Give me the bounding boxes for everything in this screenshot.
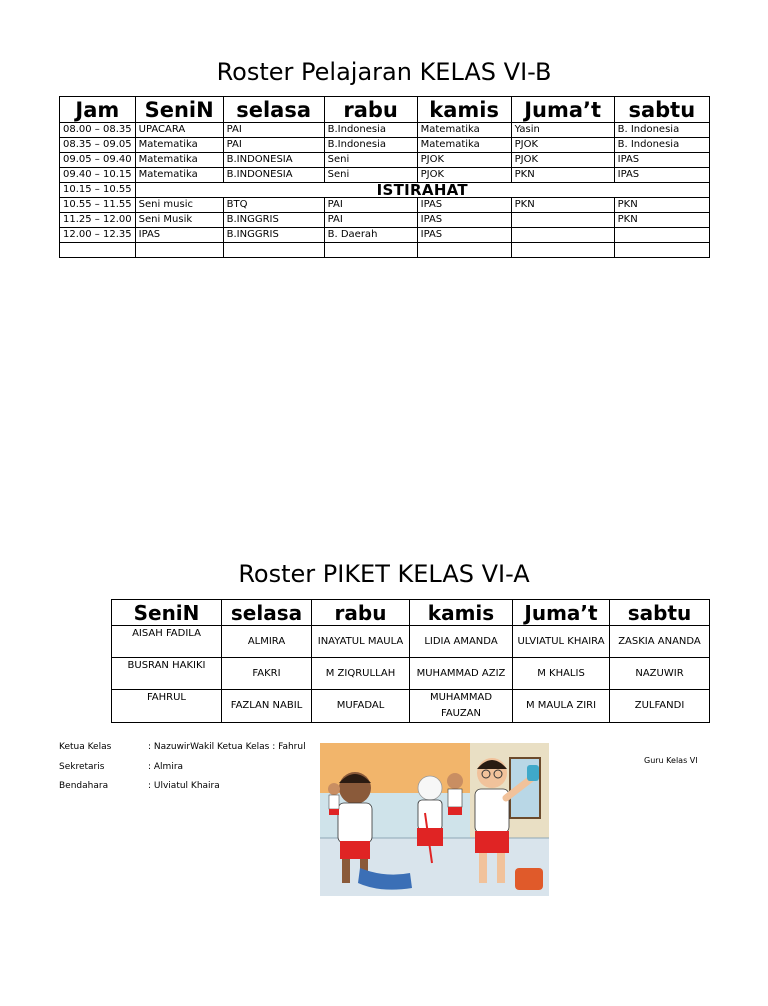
cell: 09.40 – 10.15 — [60, 168, 136, 183]
cell: PJOK — [511, 153, 614, 168]
cell: PJOK — [417, 168, 511, 183]
children-cleaning-illustration — [320, 743, 549, 896]
header-kamis: kamis — [410, 600, 513, 626]
cell: IPAS — [614, 153, 709, 168]
table-row — [60, 198, 710, 213]
cell: B.Indonesia — [324, 138, 417, 153]
duty-schedule-table — [111, 599, 710, 723]
cell: IPAS — [135, 228, 223, 243]
table-row — [60, 243, 710, 258]
cell: B.INGGRIS — [223, 213, 324, 228]
cell: PKN — [511, 168, 614, 183]
roster-title: Roster Pelajaran KELAS VI-B — [216, 58, 552, 86]
cell — [511, 243, 614, 258]
table-row — [60, 138, 710, 153]
lesson-schedule-table — [59, 96, 710, 258]
cell — [324, 243, 417, 258]
table-row — [60, 123, 710, 138]
cell: 09.05 – 09.40 — [60, 153, 136, 168]
header-senin: SeniN — [112, 600, 222, 626]
cell: MUHAMMAD AZIZ — [410, 658, 513, 690]
header-selasa: selasa — [222, 600, 312, 626]
table-row — [60, 228, 710, 243]
sekretaris-value: : Almira — [148, 762, 184, 772]
cell — [614, 243, 709, 258]
cell: Seni — [324, 153, 417, 168]
cell: Matematika — [135, 138, 223, 153]
cell: PAI — [223, 138, 324, 153]
table-row — [60, 153, 710, 168]
break-row — [60, 183, 710, 198]
cell: Matematika — [135, 168, 223, 183]
header-rabu: rabu — [312, 600, 410, 626]
cell: LIDIA AMANDA — [410, 626, 513, 658]
cell: 08.35 – 09.05 — [60, 138, 136, 153]
break-label: ISTIRAHAT — [135, 183, 709, 198]
cell: FAHRUL — [112, 690, 222, 723]
cell: PAI — [324, 198, 417, 213]
cell: 10.55 – 11.55 — [60, 198, 136, 213]
header-senin: SeniN — [135, 97, 223, 123]
table-row — [60, 213, 710, 228]
cell: PKN — [511, 198, 614, 213]
table-row — [112, 626, 710, 658]
guru-kelas-label: Guru Kelas VI — [644, 756, 698, 765]
cell: FAKRI — [222, 658, 312, 690]
cell: IPAS — [417, 228, 511, 243]
cell: M MAULA ZIRI — [513, 690, 610, 723]
cell: ULVIATUL KHAIRA — [513, 626, 610, 658]
cell — [135, 243, 223, 258]
ketua-value: : NazuwirWakil Ketua Kelas : Fahrul — [148, 742, 306, 752]
header-sabtu: sabtu — [614, 97, 709, 123]
table-row — [112, 690, 710, 723]
header-kamis: kamis — [417, 97, 511, 123]
bendahara-value: : Ulviatul Khaira — [148, 781, 220, 791]
cell: PKN — [614, 213, 709, 228]
cell: PAI — [324, 213, 417, 228]
cell: Seni music — [135, 198, 223, 213]
cell: MUFADAL — [312, 690, 410, 723]
cell: Matematika — [417, 138, 511, 153]
cell: IPAS — [417, 198, 511, 213]
cell: Matematika — [417, 123, 511, 138]
piket-title: Roster PIKET KELAS VI-A — [238, 560, 530, 588]
cell: Seni — [324, 168, 417, 183]
cell: 11.25 – 12.00 — [60, 213, 136, 228]
cell: B.INGGRIS — [223, 228, 324, 243]
cell: MUHAMMAD FAUZAN — [410, 690, 513, 723]
cell: 08.00 – 08.35 — [60, 123, 136, 138]
cell: PJOK — [417, 153, 511, 168]
table-header-row — [60, 97, 710, 123]
table-row — [112, 658, 710, 690]
cell: Yasin — [511, 123, 614, 138]
cell: AISAH FADILA — [112, 626, 222, 658]
header-rabu: rabu — [324, 97, 417, 123]
cell — [60, 243, 136, 258]
cell: 12.00 – 12.35 — [60, 228, 136, 243]
cell: BUSRAN HAKIKI — [112, 658, 222, 690]
cell: B.INDONESIA — [223, 153, 324, 168]
table-header-row — [112, 600, 710, 626]
cell: B.Indonesia — [324, 123, 417, 138]
cell: PJOK — [511, 138, 614, 153]
cell: M ZIQRULLAH — [312, 658, 410, 690]
header-jumat: Juma’t — [513, 600, 610, 626]
cell: UPACARA — [135, 123, 223, 138]
cell — [511, 213, 614, 228]
cell — [511, 228, 614, 243]
cell: INAYATUL MAULA — [312, 626, 410, 658]
header-jam: Jam — [60, 97, 136, 123]
cell: B.INDONESIA — [223, 168, 324, 183]
ketua-label: Ketua Kelas — [59, 742, 112, 752]
cell: PAI — [223, 123, 324, 138]
cell: M KHALIS — [513, 658, 610, 690]
cell: BTQ — [223, 198, 324, 213]
sekretaris-label: Sekretaris — [59, 762, 105, 772]
cell: NAZUWIR — [610, 658, 710, 690]
cell: ALMIRA — [222, 626, 312, 658]
break-time: 10.15 – 10.55 — [60, 183, 136, 198]
illustration-svg — [320, 743, 549, 896]
cell — [614, 228, 709, 243]
cell: B. Indonesia — [614, 138, 709, 153]
cell: IPAS — [417, 213, 511, 228]
cell: IPAS — [614, 168, 709, 183]
bendahara-label: Bendahara — [59, 781, 109, 791]
cell: B. Indonesia — [614, 123, 709, 138]
cell: B. Daerah — [324, 228, 417, 243]
cell — [417, 243, 511, 258]
header-jumat: Juma’t — [511, 97, 614, 123]
cell: Matematika — [135, 153, 223, 168]
header-sabtu: sabtu — [610, 600, 710, 626]
cell: PKN — [614, 198, 709, 213]
cell: ZULFANDI — [610, 690, 710, 723]
cell: Seni Musik — [135, 213, 223, 228]
cell — [223, 243, 324, 258]
cell: ZASKIA ANANDA — [610, 626, 710, 658]
header-selasa: selasa — [223, 97, 324, 123]
cell: FAZLAN NABIL — [222, 690, 312, 723]
